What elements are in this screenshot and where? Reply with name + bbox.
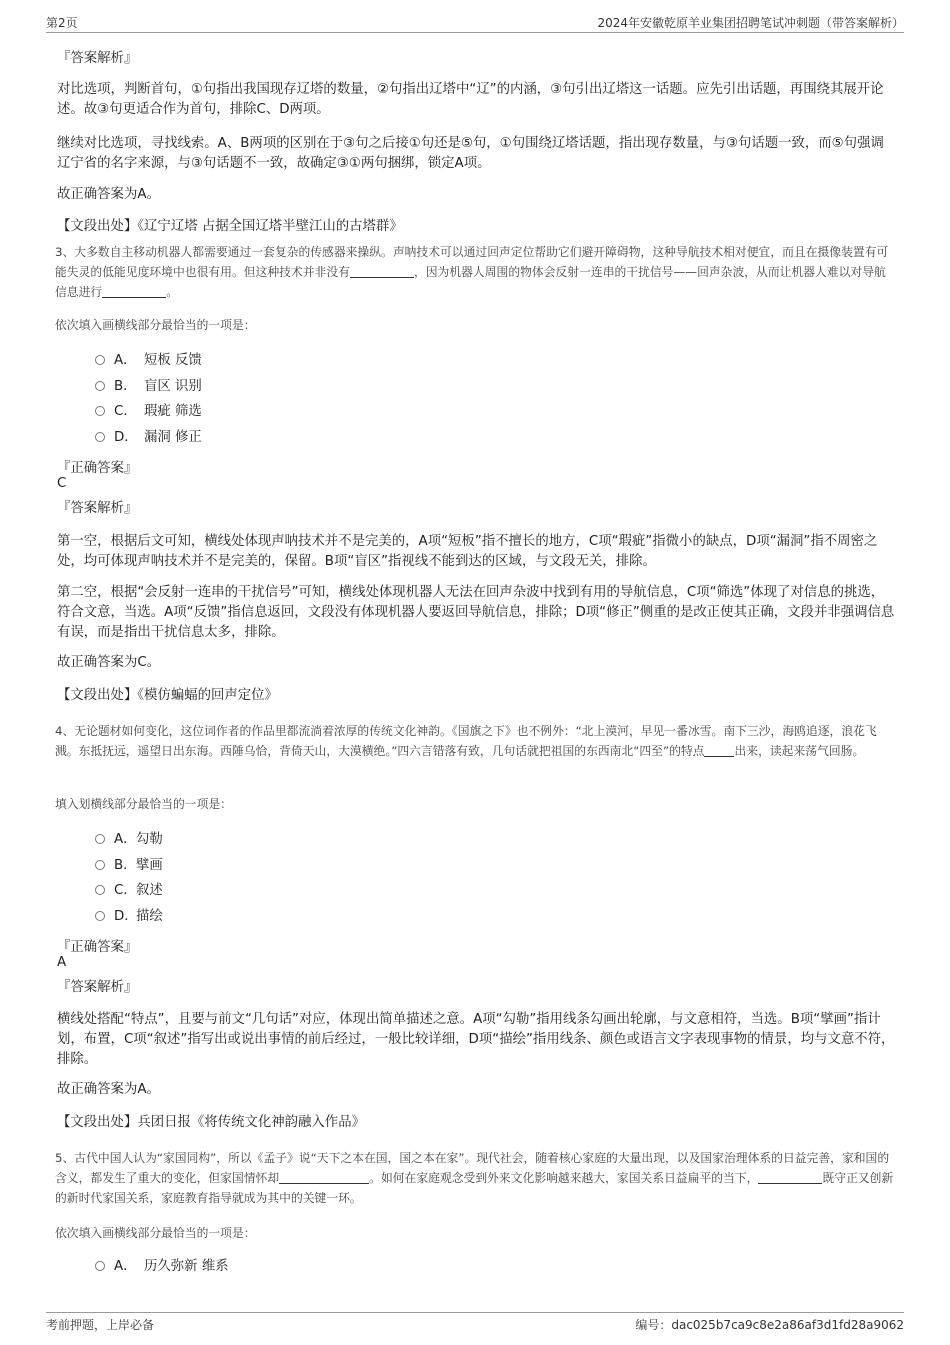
- question-4-text: 4、无论题材如何变化，这位词作者的作品里都流淌着浓厚的传统文化神韵。《国旗之下》也不例外：“北上漠河，早见一番冰雪。南下三沙，海鸥追逐，浪花飞溅。东抵抚远，遥望日出东海。西陲乌恰，背倚天山，大漠横绝。”四六言错落有致，几句话就把祖国的东西南北“四至”的特点 出来，读起来荡气回肠。: [55, 724, 877, 758]
- footer-slogan: 考前押题，上岸必备: [46, 1318, 155, 1332]
- question-4-instruction: 填入划横线部分最恰当的一项是：: [55, 797, 232, 811]
- q4-option-d[interactable]: D．描绘: [95, 907, 163, 927]
- question-3-instruction: 依次填入画横线部分最恰当的一项是：: [55, 318, 256, 332]
- q3-explanation-label: 『答案解析』: [57, 501, 138, 516]
- q4-answer-label: 『正确答案』: [57, 940, 138, 955]
- q3-option-a[interactable]: A． 短板 反馈: [95, 351, 202, 371]
- page-footer: [46, 1312, 904, 1335]
- radio-icon[interactable]: [95, 860, 105, 870]
- radio-icon[interactable]: [95, 1261, 105, 1271]
- blank-1: [704, 744, 734, 757]
- q4-explanation-label: 『答案解析』: [57, 980, 138, 995]
- q4-option-a[interactable]: A．勾勒: [95, 830, 163, 850]
- q4-option-c[interactable]: C．叙述: [95, 881, 163, 901]
- q2-explanation-p2: 继续对比选项，寻找线索。A、B两项的区别在于③句之后接①句还是⑤句，①句围绕辽塔话题，指出现存数量，与③句话题一致，而⑤句强调辽宁省的名字来源，与③句话题不一致，故确定③①两句捆绑，锁定A项。: [57, 136, 884, 171]
- radio-icon[interactable]: [95, 381, 105, 391]
- q3-option-b[interactable]: B． 盲区 识别: [95, 377, 202, 397]
- radio-icon[interactable]: [95, 911, 105, 921]
- blank-2: [758, 1171, 822, 1184]
- q3-explanation-p2: 第二空，根据“会反射一连串的干扰信号”可知，横线处体现机器人无法在回声杂波中找到有用的导航信息，C项“筛选”体现了对信息的挑选，符合文意，当选。A项“反馈”指信息返回，文段没有体现机器人要返回导航信息，排除；D项“修正”侧重的是改正使其正确，文段并非强调信息有误，而是指出干扰信息太多，排除。: [57, 585, 895, 640]
- page-number: 第2页: [46, 16, 78, 30]
- q4-source: 【文段出处】兵团日报《将传统文化神韵融入作品》: [57, 1115, 365, 1130]
- question-5-text: 5、古代中国人认为“家国同构”，所以《孟子》说“天下之本在国，国之本在家”。现代社会，随着核心家庭的大量出现，以及国家治理体系的日益完善，家和国的含义，都发生了重大的变化，但家国情怀却 。如何在家庭观念受到外来文化影响越来越大，家国关系日益扁平的当下， 既守正又创新的新时代家国关系，家庭教育指导就成为其中的关键一环。: [55, 1151, 894, 1205]
- blank-1: [279, 1171, 369, 1184]
- q3-explanation-p1: 第一空，根据后文可知，横线处体现声呐技术并不是完美的，A项“短板”指不擅长的地方，C项“瑕疵”指微小的缺点，D项“漏洞”指不周密之处，均可体现声呐技术并不是完美的，保留。B项“盲区”指视线不能到达的区域，与文段无关，排除。: [57, 534, 878, 569]
- q3-conclusion: 故正确答案为C。: [57, 655, 161, 670]
- radio-icon[interactable]: [95, 355, 105, 365]
- q2-conclusion: 故正确答案为A。: [57, 187, 160, 202]
- radio-icon[interactable]: [95, 406, 105, 416]
- q2-source: 【文段出处】《辽宁辽塔 占据全国辽塔半壁江山的古塔群》: [57, 219, 403, 234]
- q4-explanation-p1: 横线处搭配“特点”，且要与前文“几句话”对应，体现出简单描述之意。A项“勾勒”指用线条勾画出轮廓，与文意相符，当选。B项“擘画”指计划，布置，C项“叙述”指写出或说出事情的前后经过，一般比较详细，D项“描绘”指用线条、颜色或语言文字表现事物的情景，均与文意不符，排除。: [57, 1012, 895, 1067]
- radio-icon[interactable]: [95, 432, 105, 442]
- page-header: [46, 12, 904, 33]
- q3-answer-label: 『正确答案』: [57, 461, 138, 476]
- q4-answer: A: [57, 955, 67, 970]
- q5-option-a[interactable]: A． 历久弥新 维系: [95, 1257, 229, 1277]
- question-5-instruction: 依次填入画横线部分最恰当的一项是：: [55, 1226, 256, 1240]
- q4-option-b[interactable]: B．擘画: [95, 856, 163, 876]
- q3-option-d[interactable]: D． 漏洞 修正: [95, 428, 202, 448]
- radio-icon[interactable]: [95, 885, 105, 895]
- blank-1: [350, 265, 414, 278]
- radio-icon[interactable]: [95, 834, 105, 844]
- q2-explanation-label: 『答案解析』: [57, 51, 138, 66]
- document-id: 编号：dac025b7ca9c8e2a86af3d1fd28a9062: [635, 1318, 904, 1332]
- q4-conclusion: 故正确答案为A。: [57, 1082, 160, 1097]
- question-3-text: 3、大多数自主移动机器人都需要通过一套复杂的传感器来操纵。声呐技术可以通过回声定位帮助它们避开障碍物，这种导航技术相对便宜，而且在摄像装置有可能失灵的低能见度环境中也很有用。但这种技术并非没有 ，因为机器人周围的物体会反射一连串的干扰信号——回声杂波，从而让机器人难以对导航信息进行 。: [55, 245, 889, 299]
- q3-source: 【文段出处】《模仿蝙蝠的回声定位》: [57, 688, 278, 703]
- document-title: 2024年安徽乾原羊业集团招聘笔试冲刺题（带答案解析）: [597, 16, 904, 30]
- blank-2: [102, 285, 166, 298]
- q3-answer: C: [57, 476, 67, 491]
- q3-option-c[interactable]: C． 瑕疵 筛选: [95, 402, 202, 422]
- q2-explanation-p1: 对比选项，判断首句，①句指出我国现存辽塔的数量，②句指出辽塔中“辽”的内涵，③句引出辽塔这一话题。应先引出话题，再围绕其展开论述。故③句更适合作为首句，排除C、D两项。: [57, 82, 884, 117]
